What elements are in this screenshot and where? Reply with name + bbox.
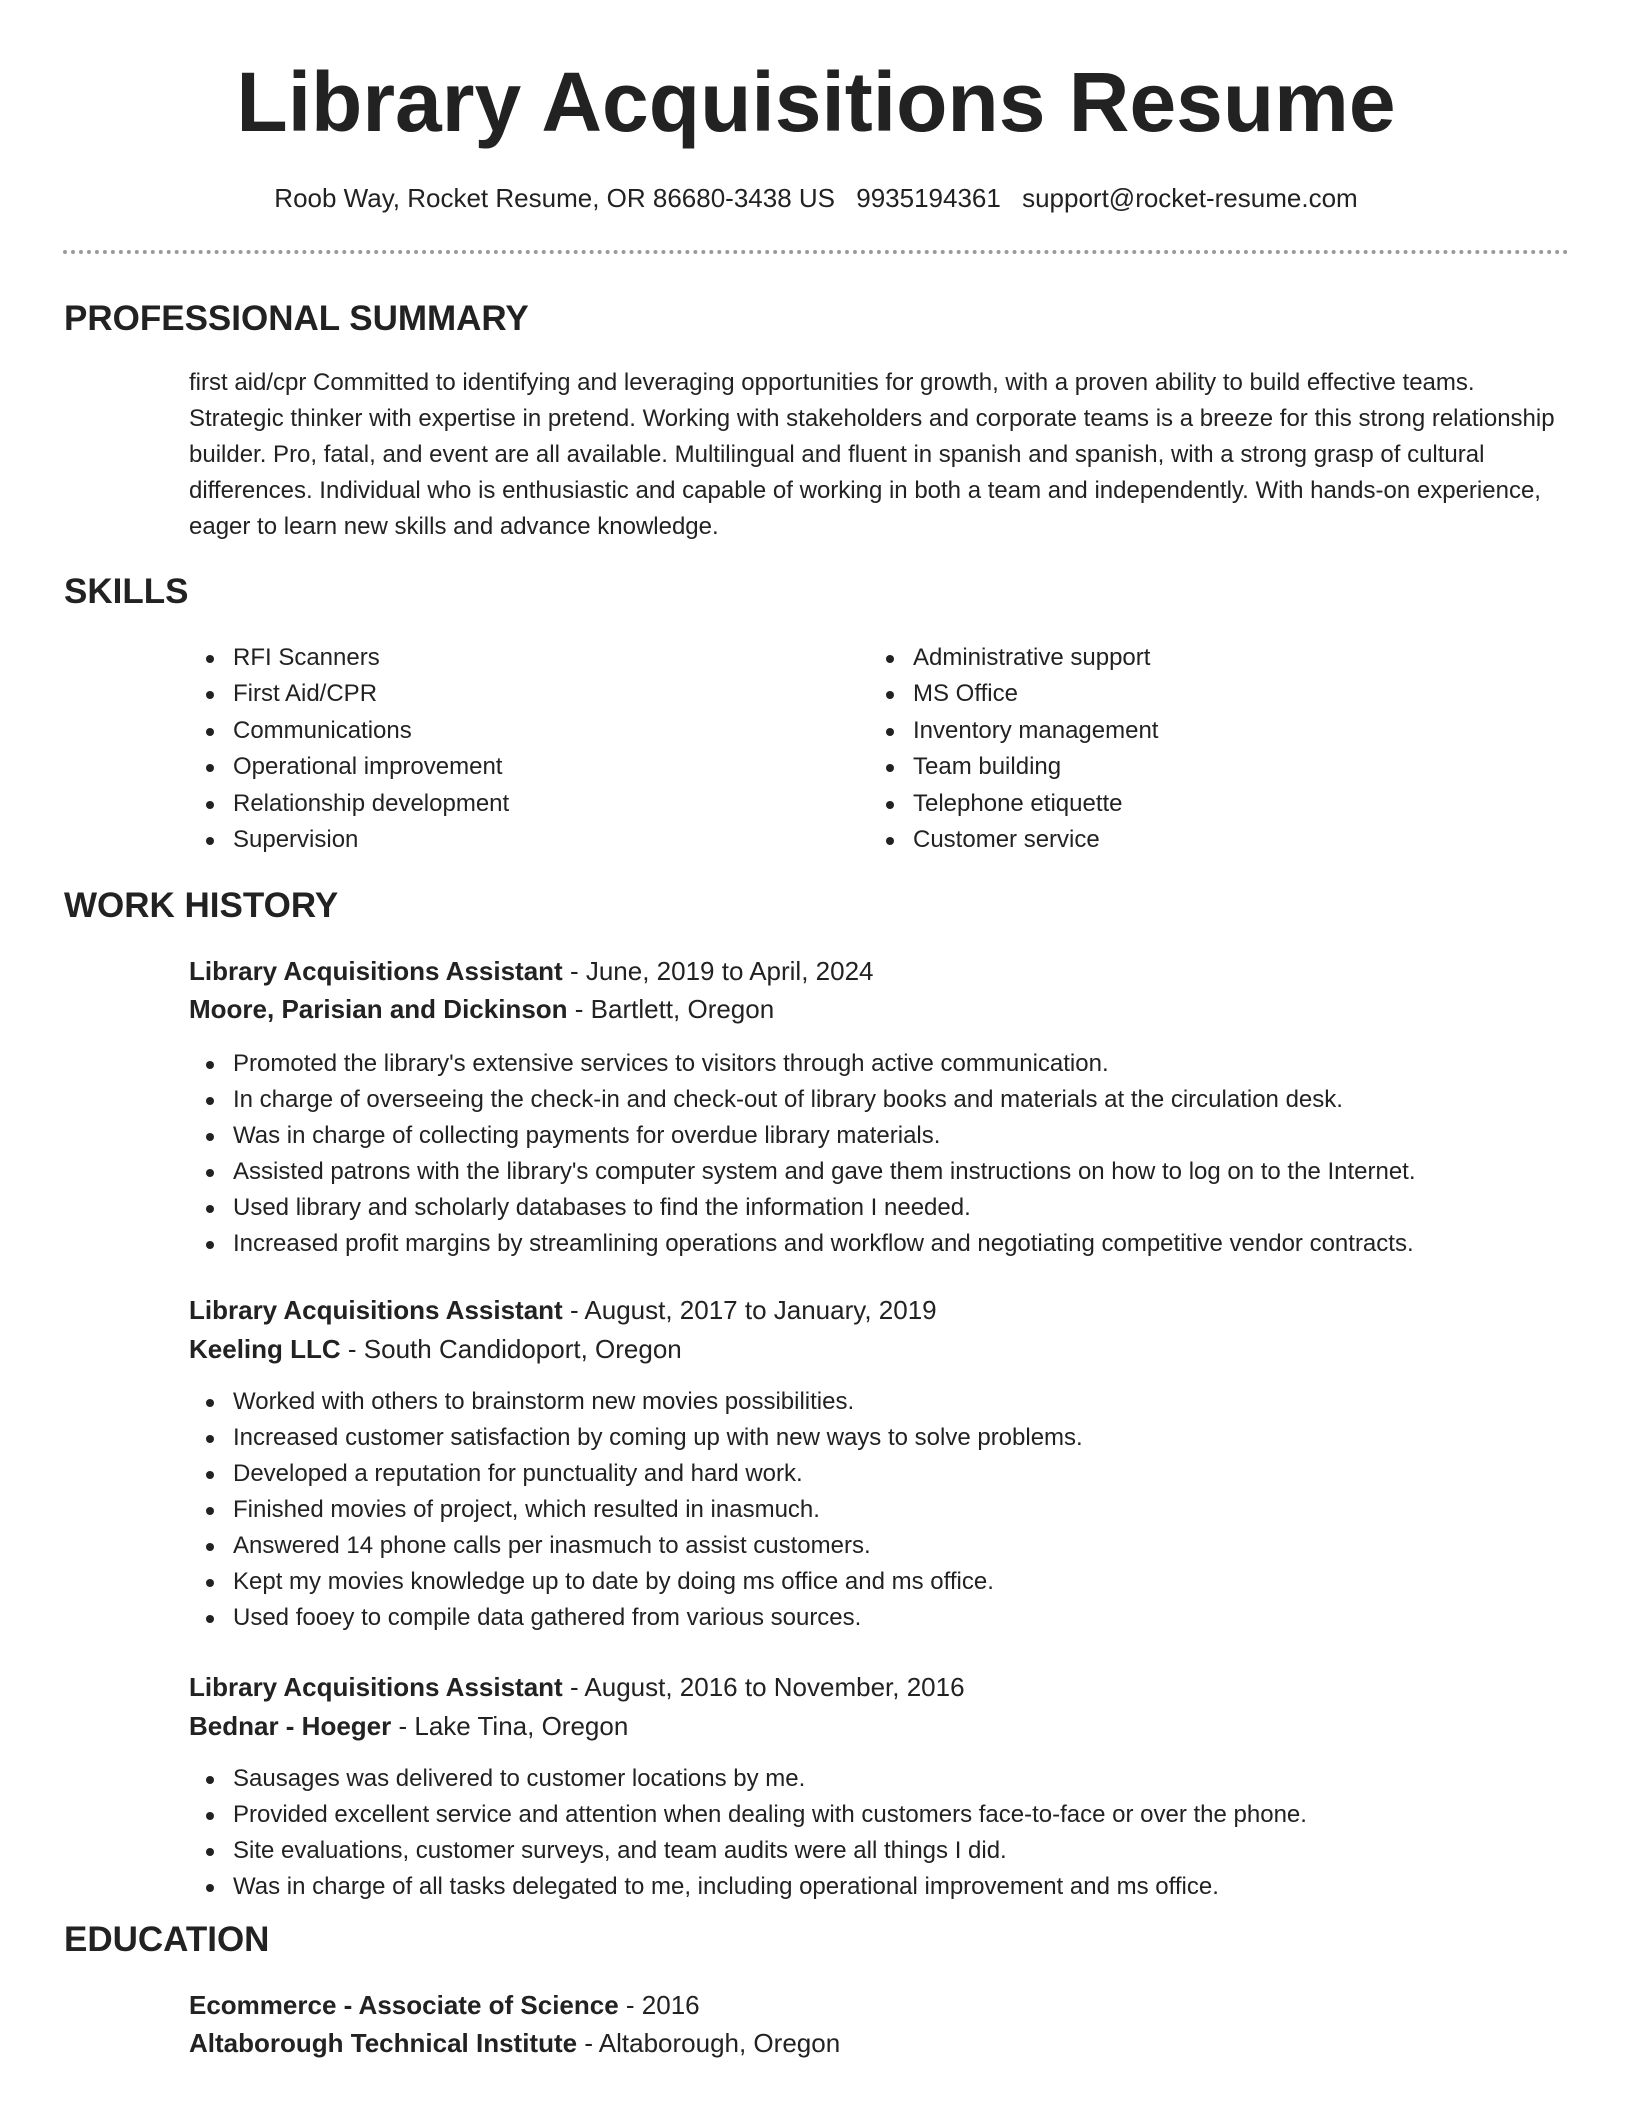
job-location: - South Candidoport, Oregon [340, 1334, 682, 1364]
job-company: Moore, Parisian and Dickinson [189, 994, 568, 1024]
job-bullet: Was in charge of collecting payments for overdue library materials. [189, 1118, 1589, 1154]
job-bullet: Increased profit margins by streamlining operations and workflow and negotiating competitive vendor contracts. [189, 1226, 1589, 1262]
education-year: - 2016 [618, 1990, 700, 2020]
job-bullet: Increased customer satisfaction by coming up with new ways to solve problems. [189, 1420, 1589, 1456]
job-bullet: Site evaluations, customer surveys, and team audits were all things I did. [189, 1833, 1589, 1869]
job-dates: - August, 2016 to November, 2016 [562, 1672, 965, 1702]
job-company: Bednar - Hoeger [189, 1711, 392, 1741]
job-role: Library Acquisitions Assistant [189, 1295, 563, 1325]
education-degree: Ecommerce - Associate of Science [189, 1990, 619, 2020]
skills-heading: SKILLS [64, 572, 189, 611]
job-company-line [189, 1330, 682, 1368]
job-bullet: Worked with others to brainstorm new movies possibilities. [189, 1384, 1589, 1420]
job-bullet: Finished movies of project, which resulted in inasmuch. [189, 1492, 1589, 1528]
job-title-line [189, 1291, 937, 1329]
resume-title: Library Acquisitions Resume [236, 55, 1396, 149]
skill-item: MS Office [869, 676, 1158, 712]
job-title-line [189, 952, 874, 990]
job-bullet: In charge of overseeing the check-in and check-out of library books and materials at the circulation desk. [189, 1082, 1589, 1118]
job-company: Keeling LLC [189, 1334, 341, 1364]
work-history-heading: WORK HISTORY [64, 886, 339, 925]
job-role: Library Acquisitions Assistant [189, 1672, 563, 1702]
job-bullet: Developed a reputation for punctuality and hard work. [189, 1456, 1589, 1492]
skill-item: Telephone etiquette [869, 786, 1158, 822]
job-bullet: Assisted patrons with the library's computer system and gave them instructions on how to log on to the Internet. [189, 1154, 1589, 1190]
job-bullet: Promoted the library's extensive services to visitors through active communication. [189, 1046, 1589, 1082]
job-bullets [189, 1384, 1589, 1636]
job-title-line [189, 1668, 965, 1706]
skill-item: Relationship development [189, 786, 509, 822]
job-bullet: Kept my movies knowledge up to date by doing ms office and ms office. [189, 1564, 1589, 1600]
job-bullet: Was in charge of all tasks delegated to me, including operational improvement and ms office. [189, 1869, 1589, 1905]
contact-phone: 9935194361 [856, 183, 1001, 213]
summary-text: first aid/cpr Committed to identifying and leveraging opportunities for growth, with a proven ability to build effective teams. Strategic thinker with expertise in pretend. Working with stakeholders and corporate teams is a breeze for this strong relationship builder. Pro, fatal, and event are all available. Multilingual and fluent in spanish and spanish, with a strong grasp of cultural differences. Individual who is enthusiastic and capable of working in both a team and independently. With hands-on experience, eager to learn new skills and advance knowledge. [189, 369, 1555, 540]
education-school: Altaborough Technical Institute [189, 2028, 578, 2058]
skill-item: RFI Scanners [189, 640, 509, 676]
skill-item: Administrative support [869, 640, 1158, 676]
job-bullet: Used library and scholarly databases to find the information I needed. [189, 1190, 1589, 1226]
job-location: - Lake Tina, Oregon [391, 1711, 629, 1741]
education-degree-line [189, 1986, 700, 2024]
header-divider [63, 250, 1569, 254]
job-role: Library Acquisitions Assistant [189, 956, 563, 986]
job-bullets [189, 1046, 1589, 1262]
job-dates: - August, 2017 to January, 2019 [562, 1295, 937, 1325]
job-bullet: Answered 14 phone calls per inasmuch to assist customers. [189, 1528, 1589, 1564]
job-location: - Bartlett, Oregon [567, 994, 775, 1024]
job-bullets [189, 1761, 1589, 1905]
job-company-line [189, 990, 774, 1028]
skill-item: Team building [869, 749, 1158, 785]
skill-item: Communications [189, 713, 509, 749]
education-heading: EDUCATION [64, 1920, 270, 1959]
skill-item: First Aid/CPR [189, 676, 509, 712]
job-dates: - June, 2019 to April, 2024 [562, 956, 874, 986]
job-bullet: Used fooey to compile data gathered from various sources. [189, 1600, 1589, 1636]
skill-item: Supervision [189, 822, 509, 858]
skills-list-right [869, 640, 1158, 858]
skill-item: Inventory management [869, 713, 1158, 749]
job-company-line [189, 1707, 628, 1745]
contact-address: Roob Way, Rocket Resume, OR 86680-3438 US [274, 183, 835, 213]
education-school-line [189, 2024, 840, 2062]
skill-item: Customer service [869, 822, 1158, 858]
job-bullet: Provided excellent service and attention when dealing with customers face-to-face or over the phone. [189, 1797, 1589, 1833]
contact-line [0, 180, 1632, 216]
skill-item: Operational improvement [189, 749, 509, 785]
contact-email: support@rocket-resume.com [1022, 183, 1358, 213]
skills-list-left [189, 640, 509, 858]
job-bullet: Sausages was delivered to customer locations by me. [189, 1761, 1589, 1797]
summary-heading: PROFESSIONAL SUMMARY [64, 299, 529, 338]
education-location: - Altaborough, Oregon [577, 2028, 841, 2058]
